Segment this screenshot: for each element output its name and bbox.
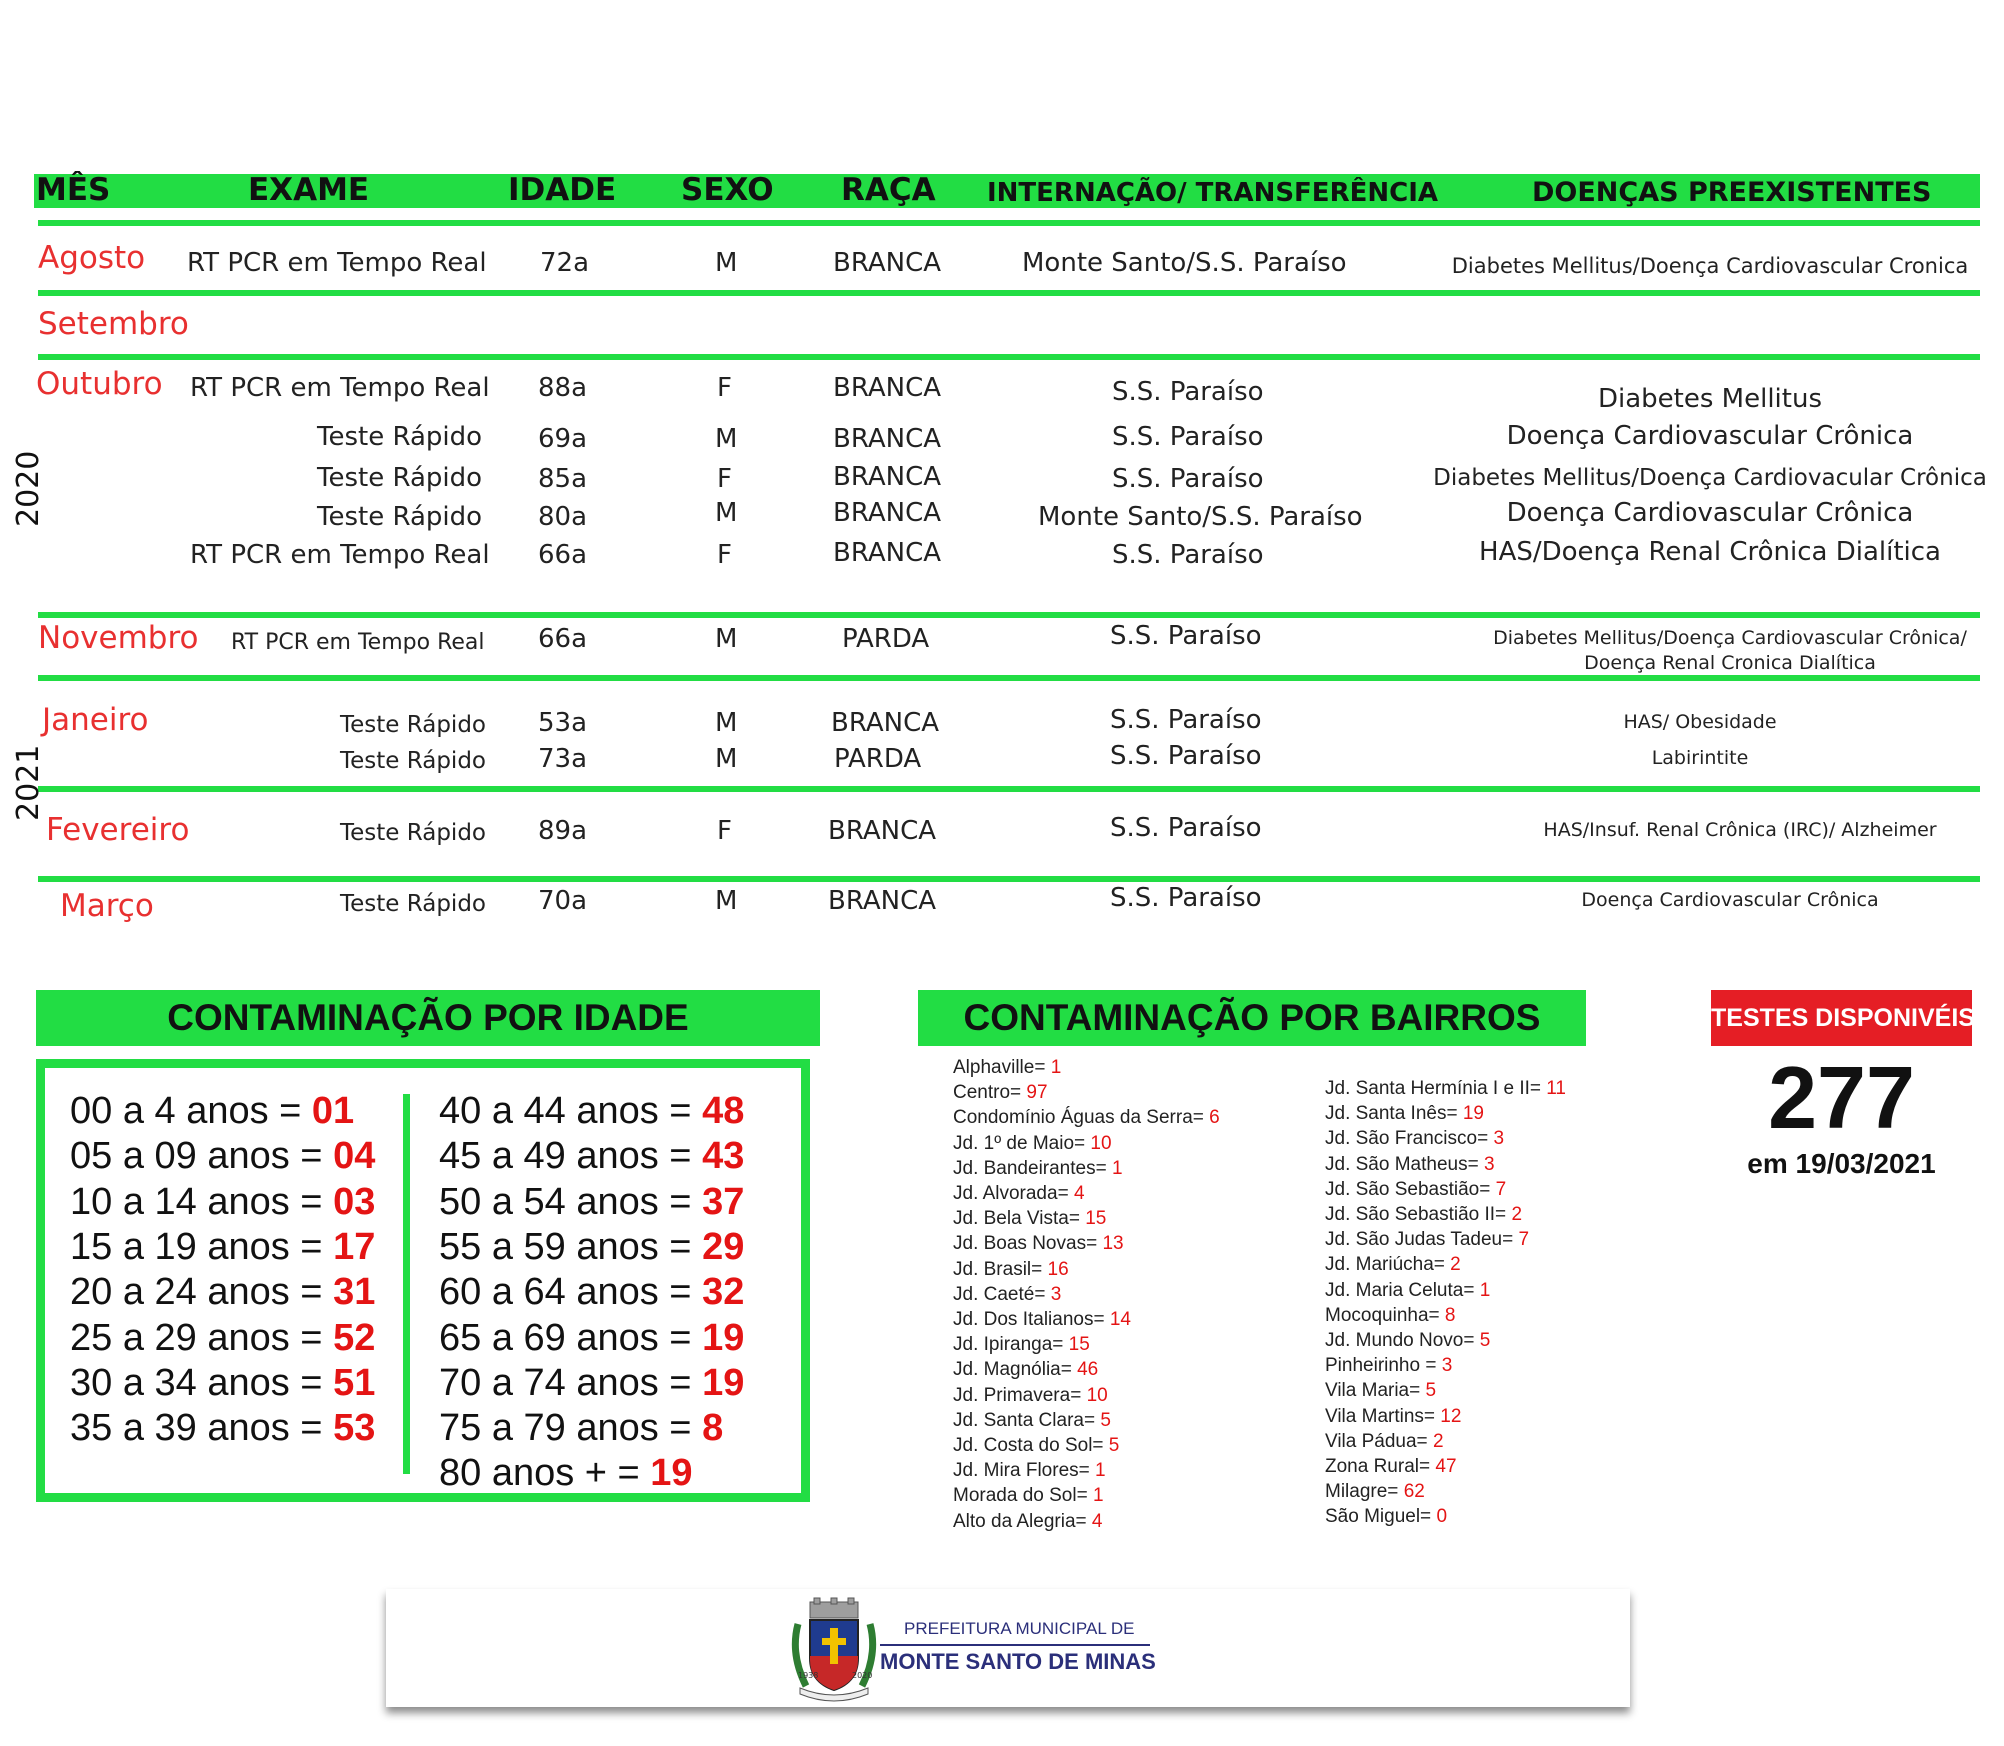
table-row-idade: 69a <box>538 424 588 454</box>
bairro-row <box>1325 1154 1495 1176</box>
bairro-row <box>1325 1204 1522 1226</box>
bairro-row <box>1325 1078 1566 1100</box>
bairro-value: 1 <box>1095 1460 1106 1482</box>
table-row-doencas: HAS/Insuf. Renal Crônica (IRC)/ Alzheimer <box>1543 819 1937 841</box>
idade-row <box>439 1090 744 1133</box>
table-row-raca: BRANCA <box>831 708 940 738</box>
bairros-section-title: CONTAMINAÇÃO POR BAIRROS <box>918 990 1586 1046</box>
bairro-value: 5 <box>1479 1330 1491 1351</box>
bairro-value: 47 <box>1435 1456 1457 1477</box>
header-internacao: INTERNAÇÃO/ TRANSFERÊNCIA <box>987 178 1438 208</box>
month-outubro: Outubro <box>36 366 163 402</box>
bairro-name: Jd. Alvorada= <box>953 1183 1069 1204</box>
bairro-name: Jd. Mundo Novo= <box>1325 1330 1475 1351</box>
bairro-value: 6 <box>1209 1107 1220 1129</box>
bairro-value: 5 <box>1108 1435 1120 1456</box>
bairro-value: 2 <box>1511 1204 1523 1225</box>
row-separator <box>38 786 1980 792</box>
table-row-sexo: M <box>715 708 738 738</box>
bairro-row <box>1325 1431 1444 1453</box>
table-row-raca: PARDA <box>834 744 922 774</box>
bairro-value: 7 <box>1495 1178 1507 1200</box>
bairro-name: Vila Martins= <box>1325 1405 1436 1427</box>
idade-row-value: 37 <box>702 1180 745 1223</box>
table-row-doencas-line2: Doença Renal Cronica Dialítica <box>1584 652 1876 674</box>
bairro-name: Centro= <box>953 1082 1022 1104</box>
table-row-doencas: Diabetes Mellitus/Doença Cardiovascular Cronica <box>1451 254 1969 278</box>
row-separator <box>38 220 1980 226</box>
bairro-row <box>953 1107 1220 1129</box>
municipal-crest-icon <box>784 1594 884 1702</box>
bairro-value: 4 <box>1091 1510 1103 1532</box>
bairro-value: 7 <box>1518 1229 1530 1251</box>
bairro-row <box>953 1233 1124 1255</box>
table-row-exame: Teste Rápido <box>340 712 486 738</box>
idade-row <box>70 1226 375 1269</box>
bairro-value: 5 <box>1100 1409 1111 1431</box>
table-row-doencas: HAS/Doença Renal Crônica Dialítica <box>1479 537 1941 567</box>
table-row-sexo: M <box>715 248 738 278</box>
idade-row-label: 25 a 29 anos = <box>70 1316 323 1359</box>
table-row-sexo: M <box>715 424 738 454</box>
crest-year-right: 2020 <box>852 1671 873 1680</box>
bairro-value: 1 <box>1092 1485 1104 1507</box>
bairro-row <box>953 1460 1106 1482</box>
bairro-row <box>953 1410 1111 1432</box>
idade-row-value: 32 <box>702 1271 745 1314</box>
row-separator <box>38 290 1980 296</box>
header-idade: IDADE <box>508 172 617 208</box>
table-row-internacao: Monte Santo/S.S. Paraíso <box>1022 248 1347 278</box>
table-row-idade: 73a <box>538 744 588 774</box>
bairro-row <box>1325 1481 1425 1503</box>
bairro-row <box>953 1334 1090 1356</box>
bairro-value: 2 <box>1432 1430 1444 1452</box>
bairro-row <box>1325 1280 1490 1302</box>
table-row-raca: BRANCA <box>833 538 942 568</box>
table-row-doencas: Diabetes Mellitus/Doença Cardiovascular Crônica/ <box>1493 627 1967 649</box>
idade-row-value: 31 <box>333 1271 376 1314</box>
idade-row <box>70 1317 375 1360</box>
idade-row-label: 70 a 74 anos = <box>439 1361 692 1404</box>
table-row-idade: 53a <box>538 708 588 738</box>
bairro-row <box>1325 1506 1447 1528</box>
row-separator <box>38 612 1980 618</box>
bairro-name: Jd. Mariúcha= <box>1325 1254 1445 1276</box>
bairro-row <box>953 1057 1061 1079</box>
testes-date: em 19/03/2021 <box>1747 1148 1936 1179</box>
bairro-name: Jd. Boas Novas= <box>953 1233 1098 1255</box>
table-row-doencas: Doença Cardiovascular Crônica <box>1506 421 1914 451</box>
footer-divider <box>880 1644 1150 1646</box>
table-row-sexo: F <box>717 464 732 494</box>
bairro-row <box>1325 1406 1461 1428</box>
idade-row-label: 80 anos + = <box>439 1452 640 1495</box>
table-row-internacao: S.S. Paraíso <box>1110 621 1262 651</box>
table-row-exame: RT PCR em Tempo Real <box>231 630 485 655</box>
table-row-internacao: S.S. Paraíso <box>1110 883 1262 913</box>
bairro-name: São Miguel= <box>1325 1506 1432 1528</box>
month-setembro: Setembro <box>38 306 189 342</box>
bairro-name: Jd. Santa Hermínia I e II= <box>1325 1078 1541 1099</box>
bairro-name: Vila Maria= <box>1325 1380 1421 1402</box>
bairro-name: Jd. São Sebastião= <box>1325 1178 1491 1200</box>
bairro-name: Zona Rural= <box>1325 1456 1431 1477</box>
bairro-name: Vila Pádua= <box>1325 1430 1428 1452</box>
bairro-name: Jd. Magnólia= <box>953 1359 1072 1381</box>
bairro-name: Jd. Ipiranga= <box>953 1334 1064 1356</box>
bairro-value: 3 <box>1441 1355 1453 1377</box>
table-row-idade: 80a <box>538 502 588 532</box>
month-fevereiro: Fevereiro <box>46 812 190 848</box>
table-row-raca: BRANCA <box>828 886 937 916</box>
bairro-row <box>953 1082 1048 1104</box>
table-row-idade: 70a <box>538 886 588 916</box>
table-row-doencas: Labirintite <box>1651 747 1749 769</box>
bairro-name: Jd. 1º de Maio= <box>953 1132 1086 1154</box>
bairro-row <box>1325 1355 1452 1377</box>
idade-row-value: 17 <box>333 1225 376 1268</box>
idade-row-value: 8 <box>702 1407 724 1450</box>
idade-row <box>70 1090 354 1133</box>
year-2021-label: 2021 <box>11 744 46 821</box>
bairro-row <box>953 1158 1123 1180</box>
table-row-doencas: Doença Cardiovascular Crônica <box>1506 498 1914 528</box>
bairro-value: 5 <box>1425 1380 1437 1402</box>
idade-row-label: 55 a 59 anos = <box>439 1225 692 1268</box>
table-row-sexo: M <box>715 498 738 528</box>
idade-row-value: 43 <box>702 1135 745 1178</box>
table-row-sexo: F <box>717 540 732 570</box>
idade-row-value: 19 <box>702 1361 745 1404</box>
idade-row-value: 48 <box>702 1090 745 1132</box>
idade-row-value: 51 <box>333 1361 376 1404</box>
bairro-row <box>953 1359 1098 1381</box>
bairro-name: Jd. Primavera= <box>953 1384 1082 1406</box>
bairro-name: Jd. Costa do Sol= <box>953 1435 1104 1456</box>
table-row-sexo: M <box>715 886 738 916</box>
table-row-exame: Teste Rápido <box>317 502 483 532</box>
table-row-internacao: Monte Santo/S.S. Paraíso <box>1038 502 1363 532</box>
table-row-idade: 66a <box>538 624 588 654</box>
table-row-exame: RT PCR em Tempo Real <box>187 248 487 278</box>
bairro-value: 12 <box>1440 1405 1462 1427</box>
idade-row-value: 01 <box>311 1090 355 1132</box>
table-row-internacao: S.S. Paraíso <box>1112 422 1264 452</box>
table-row-idade: 72a <box>540 248 590 278</box>
bairro-name: Jd. São Matheus= <box>1325 1153 1479 1175</box>
bairro-value: 1 <box>1050 1057 1062 1078</box>
table-row-idade: 66a <box>538 540 588 570</box>
bairro-value: 15 <box>1085 1208 1107 1230</box>
month-novembro: Novembro <box>38 620 199 656</box>
idade-row-label: 20 a 24 anos = <box>70 1271 323 1314</box>
bairro-name: Jd. São Francisco= <box>1325 1128 1489 1150</box>
table-row-doencas: Doença Cardiovascular Crônica <box>1581 889 1879 911</box>
month-agosto: Agosto <box>38 240 146 276</box>
idade-row-label: 00 a 4 anos = <box>70 1090 302 1132</box>
bairro-value: 10 <box>1086 1384 1108 1406</box>
bairro-name: Milagre= <box>1325 1481 1399 1503</box>
idade-row-value: 29 <box>702 1225 745 1268</box>
bairro-row <box>1325 1254 1461 1276</box>
bairro-value: 1 <box>1479 1279 1491 1301</box>
table-row-doencas: Diabetes Mellitus/Doença Cardiovacular Crônica <box>1433 465 1987 491</box>
table-row-raca: BRANCA <box>828 816 937 846</box>
table-row-raca: BRANCA <box>833 498 942 528</box>
table-row-raca: BRANCA <box>833 462 942 492</box>
month-marco: Março <box>60 888 154 924</box>
bairro-row <box>1325 1380 1436 1402</box>
bairro-row <box>1325 1305 1455 1327</box>
bairro-value: 3 <box>1050 1283 1062 1305</box>
idade-row-label: 40 a 44 anos = <box>439 1090 692 1132</box>
idade-row <box>70 1362 375 1405</box>
table-row-raca: BRANCA <box>833 424 942 454</box>
idade-section-title: CONTAMINAÇÃO POR IDADE <box>36 990 820 1046</box>
bairro-row <box>953 1309 1131 1331</box>
idade-row <box>70 1271 375 1314</box>
bairro-value: 10 <box>1090 1132 1112 1154</box>
header-sexo: SEXO <box>681 172 774 208</box>
idade-row-value: 53 <box>333 1407 376 1450</box>
header-exame: EXAME <box>248 172 370 208</box>
idade-row <box>70 1407 375 1450</box>
idade-row <box>439 1407 723 1450</box>
idade-row <box>70 1135 375 1178</box>
bairro-row <box>953 1284 1061 1306</box>
bairro-value: 62 <box>1403 1481 1425 1503</box>
table-row-internacao: S.S. Paraíso <box>1112 464 1264 494</box>
bairro-row <box>1325 1456 1457 1478</box>
bairro-row <box>953 1208 1106 1230</box>
table-row-internacao: S.S. Paraíso <box>1112 540 1264 570</box>
table-row-internacao: S.S. Paraíso <box>1112 377 1264 407</box>
bairro-value: 13 <box>1102 1233 1124 1255</box>
table-row-exame: Teste Rápido <box>340 891 486 917</box>
bairro-name: Mocoquinha= <box>1325 1304 1440 1326</box>
bairro-name: Morada do Sol= <box>953 1485 1088 1507</box>
table-row-sexo: F <box>717 373 732 403</box>
bairro-value: 46 <box>1077 1359 1099 1381</box>
bairro-value: 3 <box>1483 1153 1495 1175</box>
idade-row-label: 60 a 64 anos = <box>439 1271 692 1314</box>
footer-line1: PREFEITURA MUNICIPAL DE <box>904 1619 1135 1638</box>
table-row-sexo: M <box>715 744 738 774</box>
bairro-value: 1 <box>1111 1157 1123 1179</box>
bairro-name: Jd. Santa Clara= <box>953 1409 1096 1431</box>
header-raca: RAÇA <box>841 172 936 208</box>
table-row-exame: Teste Rápido <box>317 422 483 452</box>
bairro-name: Jd. Santa Inês= <box>1325 1103 1458 1125</box>
table-row-sexo: M <box>715 624 738 654</box>
bairro-row <box>953 1385 1108 1407</box>
crest-year-left: 1938 <box>798 1671 819 1680</box>
idade-row <box>439 1362 744 1405</box>
year-2020-label: 2020 <box>11 450 46 527</box>
bairro-row <box>953 1511 1102 1533</box>
bairro-value: 8 <box>1444 1304 1456 1326</box>
row-separator <box>38 876 1980 882</box>
bairro-value: 4 <box>1073 1183 1085 1204</box>
bairro-row <box>953 1435 1119 1457</box>
table-row-doencas: HAS/ Obesidade <box>1623 711 1777 733</box>
bairro-value: 3 <box>1493 1128 1505 1150</box>
idade-row <box>439 1317 744 1360</box>
row-separator <box>38 675 1980 681</box>
bairro-name: Jd. Bela Vista= <box>953 1208 1080 1230</box>
bairro-row <box>953 1259 1069 1281</box>
bairro-row <box>953 1183 1085 1205</box>
testes-count: 277 <box>1768 1048 1915 1147</box>
table-row-raca: PARDA <box>842 624 930 654</box>
idade-row-value: 03 <box>333 1180 376 1223</box>
idade-row-label: 75 a 79 anos = <box>439 1407 692 1450</box>
idade-row <box>439 1452 693 1495</box>
idade-row-value: 52 <box>333 1316 376 1359</box>
bairro-value: 14 <box>1109 1309 1131 1330</box>
idade-row-value: 04 <box>333 1135 376 1178</box>
bairro-name: Jd. Dos Italianos= <box>953 1309 1105 1330</box>
table-row-internacao: S.S. Paraíso <box>1110 705 1262 735</box>
idade-row <box>439 1226 744 1269</box>
table-row-raca: BRANCA <box>833 248 942 278</box>
month-janeiro: Janeiro <box>42 702 149 738</box>
idade-divider <box>403 1094 410 1474</box>
footer-line2: MONTE SANTO DE MINAS <box>880 1649 1156 1674</box>
idade-row <box>439 1181 744 1224</box>
header-mes: MÊS <box>36 172 111 208</box>
idade-row <box>439 1135 744 1178</box>
bairro-name: Alphaville= <box>953 1057 1046 1078</box>
bairro-name: Condomínio Águas da Serra= <box>953 1107 1204 1129</box>
idade-row-label: 15 a 19 anos = <box>70 1225 323 1268</box>
bairro-row <box>953 1485 1104 1507</box>
bairro-name: Jd. Caeté= <box>953 1283 1046 1305</box>
idade-row-label: 35 a 39 anos = <box>70 1407 323 1450</box>
table-row-idade: 85a <box>538 464 588 494</box>
idade-row-label: 45 a 49 anos = <box>439 1135 692 1178</box>
idade-row <box>70 1181 375 1224</box>
idade-row-label: 50 a 54 anos = <box>439 1180 692 1223</box>
bairro-value: 2 <box>1450 1254 1461 1276</box>
bairro-name: Alto da Alegria= <box>953 1510 1087 1532</box>
bairro-value: 15 <box>1068 1334 1090 1356</box>
table-row-sexo: F <box>717 816 732 846</box>
table-row-idade: 88a <box>538 373 588 403</box>
row-separator <box>38 354 1980 360</box>
table-row-exame: Teste Rápido <box>340 820 486 846</box>
table-row-exame: RT PCR em Tempo Real <box>190 540 490 570</box>
bairro-value: 11 <box>1546 1078 1566 1099</box>
bairro-value: 16 <box>1047 1258 1069 1280</box>
bairro-row <box>1325 1229 1529 1251</box>
bairro-value: 0 <box>1436 1506 1448 1528</box>
table-row-internacao: S.S. Paraíso <box>1110 813 1262 843</box>
table-row-exame: RT PCR em Tempo Real <box>190 373 490 403</box>
bairro-value: 97 <box>1026 1082 1048 1104</box>
idade-row-label: 30 a 34 anos = <box>70 1361 323 1404</box>
bairro-row <box>1325 1103 1484 1125</box>
table-row-raca: BRANCA <box>833 373 942 403</box>
table-row-idade: 89a <box>538 816 588 846</box>
table-row-doencas: Diabetes Mellitus <box>1598 384 1822 414</box>
bairro-name: Jd. São Judas Tadeu= <box>1325 1229 1514 1251</box>
bairro-name: Jd. Mira Flores= <box>953 1460 1090 1482</box>
bairro-name: Jd. Maria Celuta= <box>1325 1279 1475 1301</box>
table-row-exame: Teste Rápido <box>317 463 483 493</box>
idade-row-label: 10 a 14 anos = <box>70 1180 323 1223</box>
table-row-internacao: S.S. Paraíso <box>1110 741 1262 771</box>
bairro-row <box>953 1133 1112 1155</box>
idade-row-label: 05 a 09 anos = <box>70 1135 323 1178</box>
bairro-row <box>1325 1179 1506 1201</box>
footer-logo-box <box>386 1589 1630 1707</box>
bairro-row <box>1325 1330 1490 1352</box>
header-doencas: DOENÇAS PREEXISTENTES <box>1532 177 1932 208</box>
idade-row <box>439 1271 744 1314</box>
idade-row-value: 19 <box>702 1316 745 1359</box>
idade-row-value: 19 <box>650 1452 693 1495</box>
bairro-name: Jd. Brasil= <box>953 1258 1043 1280</box>
bairro-value: 19 <box>1462 1103 1484 1125</box>
bairro-name: Jd. São Sebastião II= <box>1325 1204 1507 1225</box>
table-row-exame: Teste Rápido <box>340 748 486 774</box>
idade-row-label: 65 a 69 anos = <box>439 1316 692 1359</box>
testes-badge: TESTES DISPONIVÉIS <box>1711 990 1972 1046</box>
bairro-name: Pinheirinho = <box>1325 1355 1437 1377</box>
bairro-name: Jd. Bandeirantes= <box>953 1157 1107 1179</box>
bairro-row <box>1325 1128 1504 1150</box>
